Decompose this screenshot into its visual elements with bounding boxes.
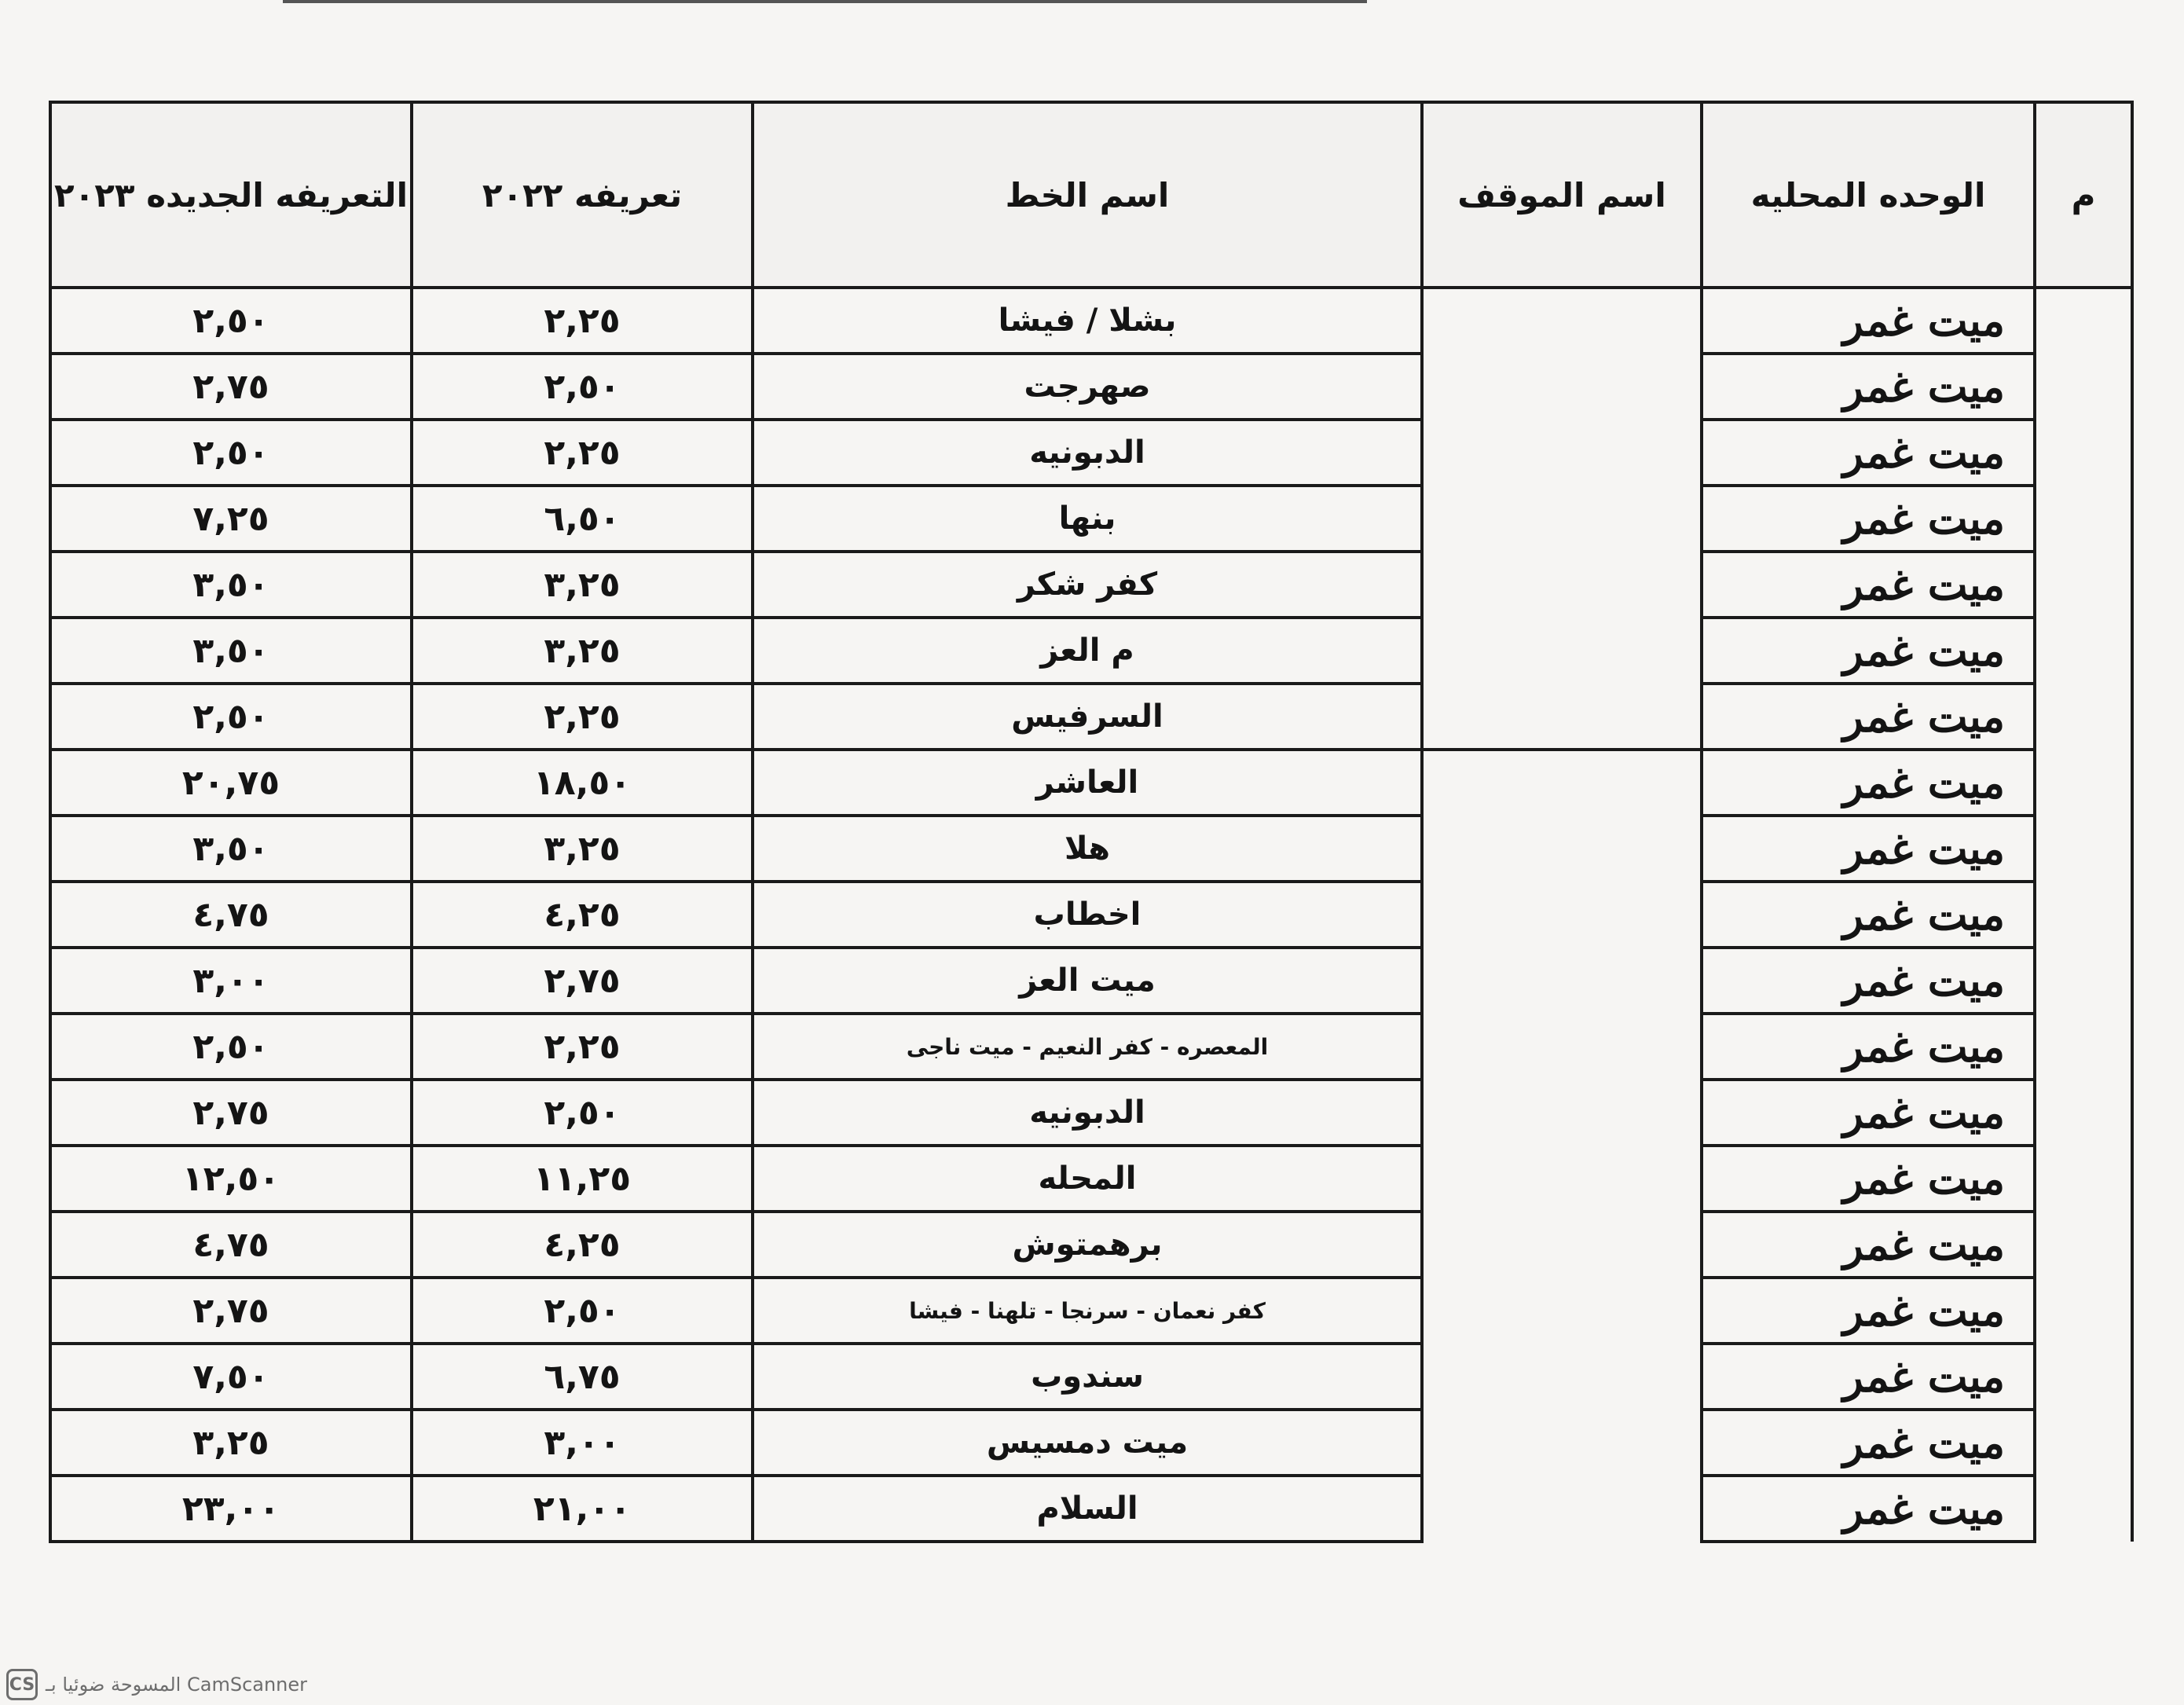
line-cell: ميت العز [753,948,1422,1014]
line-cell: الدبونيه [753,420,1422,486]
fare-2022-cell: ٤,٢٥ [412,1212,753,1278]
line-cell: السلام [753,1476,1422,1542]
fare-2022-cell: ٢,٥٠ [412,1278,753,1344]
fare-2022-cell: ٣,٢٥ [412,618,753,684]
index-cell [2035,288,2132,1542]
fare-2023-cell: ٧,٥٠ [50,1344,412,1410]
header-station: اسم الموقف [1422,102,1702,288]
fare-2023-cell: ٢,٥٠ [50,1014,412,1080]
fare-2022-cell: ٣,٢٥ [412,816,753,882]
line-cell: هلا [753,816,1422,882]
table-row [50,288,2132,354]
header-row [50,102,2132,288]
line-cell: كفر شكر [753,552,1422,618]
fare-2022-cell: ١١,٢٥ [412,1146,753,1212]
table-row [50,420,2132,486]
unit-cell: ميت غمر [1702,354,2035,420]
fare-2022-cell: ٦,٧٥ [412,1344,753,1410]
table-row [50,816,2132,882]
table-row [50,1146,2132,1212]
table-row [50,1410,2132,1476]
fare-2022-cell: ٢,٢٥ [412,684,753,750]
fare-2023-cell: ٢,٧٥ [50,1278,412,1344]
header-line: اسم الخط [753,102,1422,288]
unit-cell: ميت غمر [1702,1212,2035,1278]
fare-2023-cell: ٢٣,٠٠ [50,1476,412,1542]
line-cell: ميت دمسيس [753,1410,1422,1476]
header-index: م [2035,102,2132,288]
fare-2023-cell: ٣,٥٠ [50,816,412,882]
fare-2023-cell: ٣,٥٠ [50,618,412,684]
table-row [50,618,2132,684]
header-unit: الوحده المحليه [1702,102,2035,288]
table-row [50,750,2132,816]
unit-cell: ميت غمر [1702,618,2035,684]
fare-2022-cell: ٢,٧٥ [412,948,753,1014]
line-cell: سندوب [753,1344,1422,1410]
fare-2023-cell: ٣,٢٥ [50,1410,412,1476]
fare-table-container [49,101,2131,1543]
table-row [50,948,2132,1014]
line-cell: صهرجت [753,354,1422,420]
table-row [50,1278,2132,1344]
fare-2023-cell: ٤,٧٥ [50,1212,412,1278]
table-row [50,552,2132,618]
fare-2022-cell: ٢,٢٥ [412,1014,753,1080]
unit-cell: ميت غمر [1702,1146,2035,1212]
fare-2023-cell: ٢,٧٥ [50,354,412,420]
line-cell: الدبونيه [753,1080,1422,1146]
unit-cell: ميت غمر [1702,1014,2035,1080]
fare-2022-cell: ٢,٥٠ [412,354,753,420]
line-cell: السرفيس [753,684,1422,750]
line-cell: برهمتوش [753,1212,1422,1278]
top-rule [283,0,1367,3]
line-cell: بشلا / فيشا [753,288,1422,354]
line-cell: المحله [753,1146,1422,1212]
table-row [50,684,2132,750]
scanner-text: المسوحة ضوئيا بـ CamScanner [46,1674,308,1696]
unit-cell: ميت غمر [1702,1278,2035,1344]
unit-cell: ميت غمر [1702,750,2035,816]
table-row [50,486,2132,552]
header-fare-2023: التعريفه الجديده ٢٠٢٣ [50,102,412,288]
fare-table [49,101,2134,1543]
fare-2022-cell: ٢١,٠٠ [412,1476,753,1542]
fare-2023-cell: ٣,٥٠ [50,552,412,618]
fare-2022-cell: ٢,٢٥ [412,288,753,354]
header-fare-2022: تعريفه ٢٠٢٢ [412,102,753,288]
fare-2022-cell: ٢,٢٥ [412,420,753,486]
fare-2022-cell: ٣,٠٠ [412,1410,753,1476]
table-row [50,1080,2132,1146]
scanner-watermark [6,1669,307,1700]
unit-cell: ميت غمر [1702,948,2035,1014]
camscanner-logo-icon: CS [6,1669,38,1700]
station-cell [1422,288,1702,750]
unit-cell: ميت غمر [1702,552,2035,618]
table-row [50,1014,2132,1080]
unit-cell: ميت غمر [1702,882,2035,948]
table-row [50,1476,2132,1542]
fare-2023-cell: ٢,٥٠ [50,684,412,750]
unit-cell: ميت غمر [1702,420,2035,486]
unit-cell: ميت غمر [1702,486,2035,552]
fare-2023-cell: ٣,٠٠ [50,948,412,1014]
line-cell: بنها [753,486,1422,552]
unit-cell: ميت غمر [1702,1344,2035,1410]
table-row [50,882,2132,948]
line-cell: العاشر [753,750,1422,816]
fare-2023-cell: ٢,٥٠ [50,420,412,486]
unit-cell: ميت غمر [1702,1476,2035,1542]
fare-2022-cell: ٤,٢٥ [412,882,753,948]
unit-cell: ميت غمر [1702,288,2035,354]
table-row [50,354,2132,420]
unit-cell: ميت غمر [1702,816,2035,882]
fare-2023-cell: ٢,٧٥ [50,1080,412,1146]
fare-2022-cell: ١٨,٥٠ [412,750,753,816]
unit-cell: ميت غمر [1702,1080,2035,1146]
fare-2022-cell: ٦,٥٠ [412,486,753,552]
fare-2023-cell: ٢,٥٠ [50,288,412,354]
table-row [50,1344,2132,1410]
fare-2023-cell: ١٢,٥٠ [50,1146,412,1212]
line-cell: المعصره - كفر النعيم - ميت ناجى [753,1014,1422,1080]
station-cell [1422,750,1702,1542]
line-cell: م العز [753,618,1422,684]
fare-2022-cell: ٣,٢٥ [412,552,753,618]
fare-2022-cell: ٢,٥٠ [412,1080,753,1146]
unit-cell: ميت غمر [1702,684,2035,750]
line-cell: اخطاب [753,882,1422,948]
fare-2023-cell: ٢٠,٧٥ [50,750,412,816]
table-row [50,1212,2132,1278]
unit-cell: ميت غمر [1702,1410,2035,1476]
fare-2023-cell: ٤,٧٥ [50,882,412,948]
fare-2023-cell: ٧,٢٥ [50,486,412,552]
line-cell: كفر نعمان - سرنجا - تلهنا - فيشا [753,1278,1422,1344]
